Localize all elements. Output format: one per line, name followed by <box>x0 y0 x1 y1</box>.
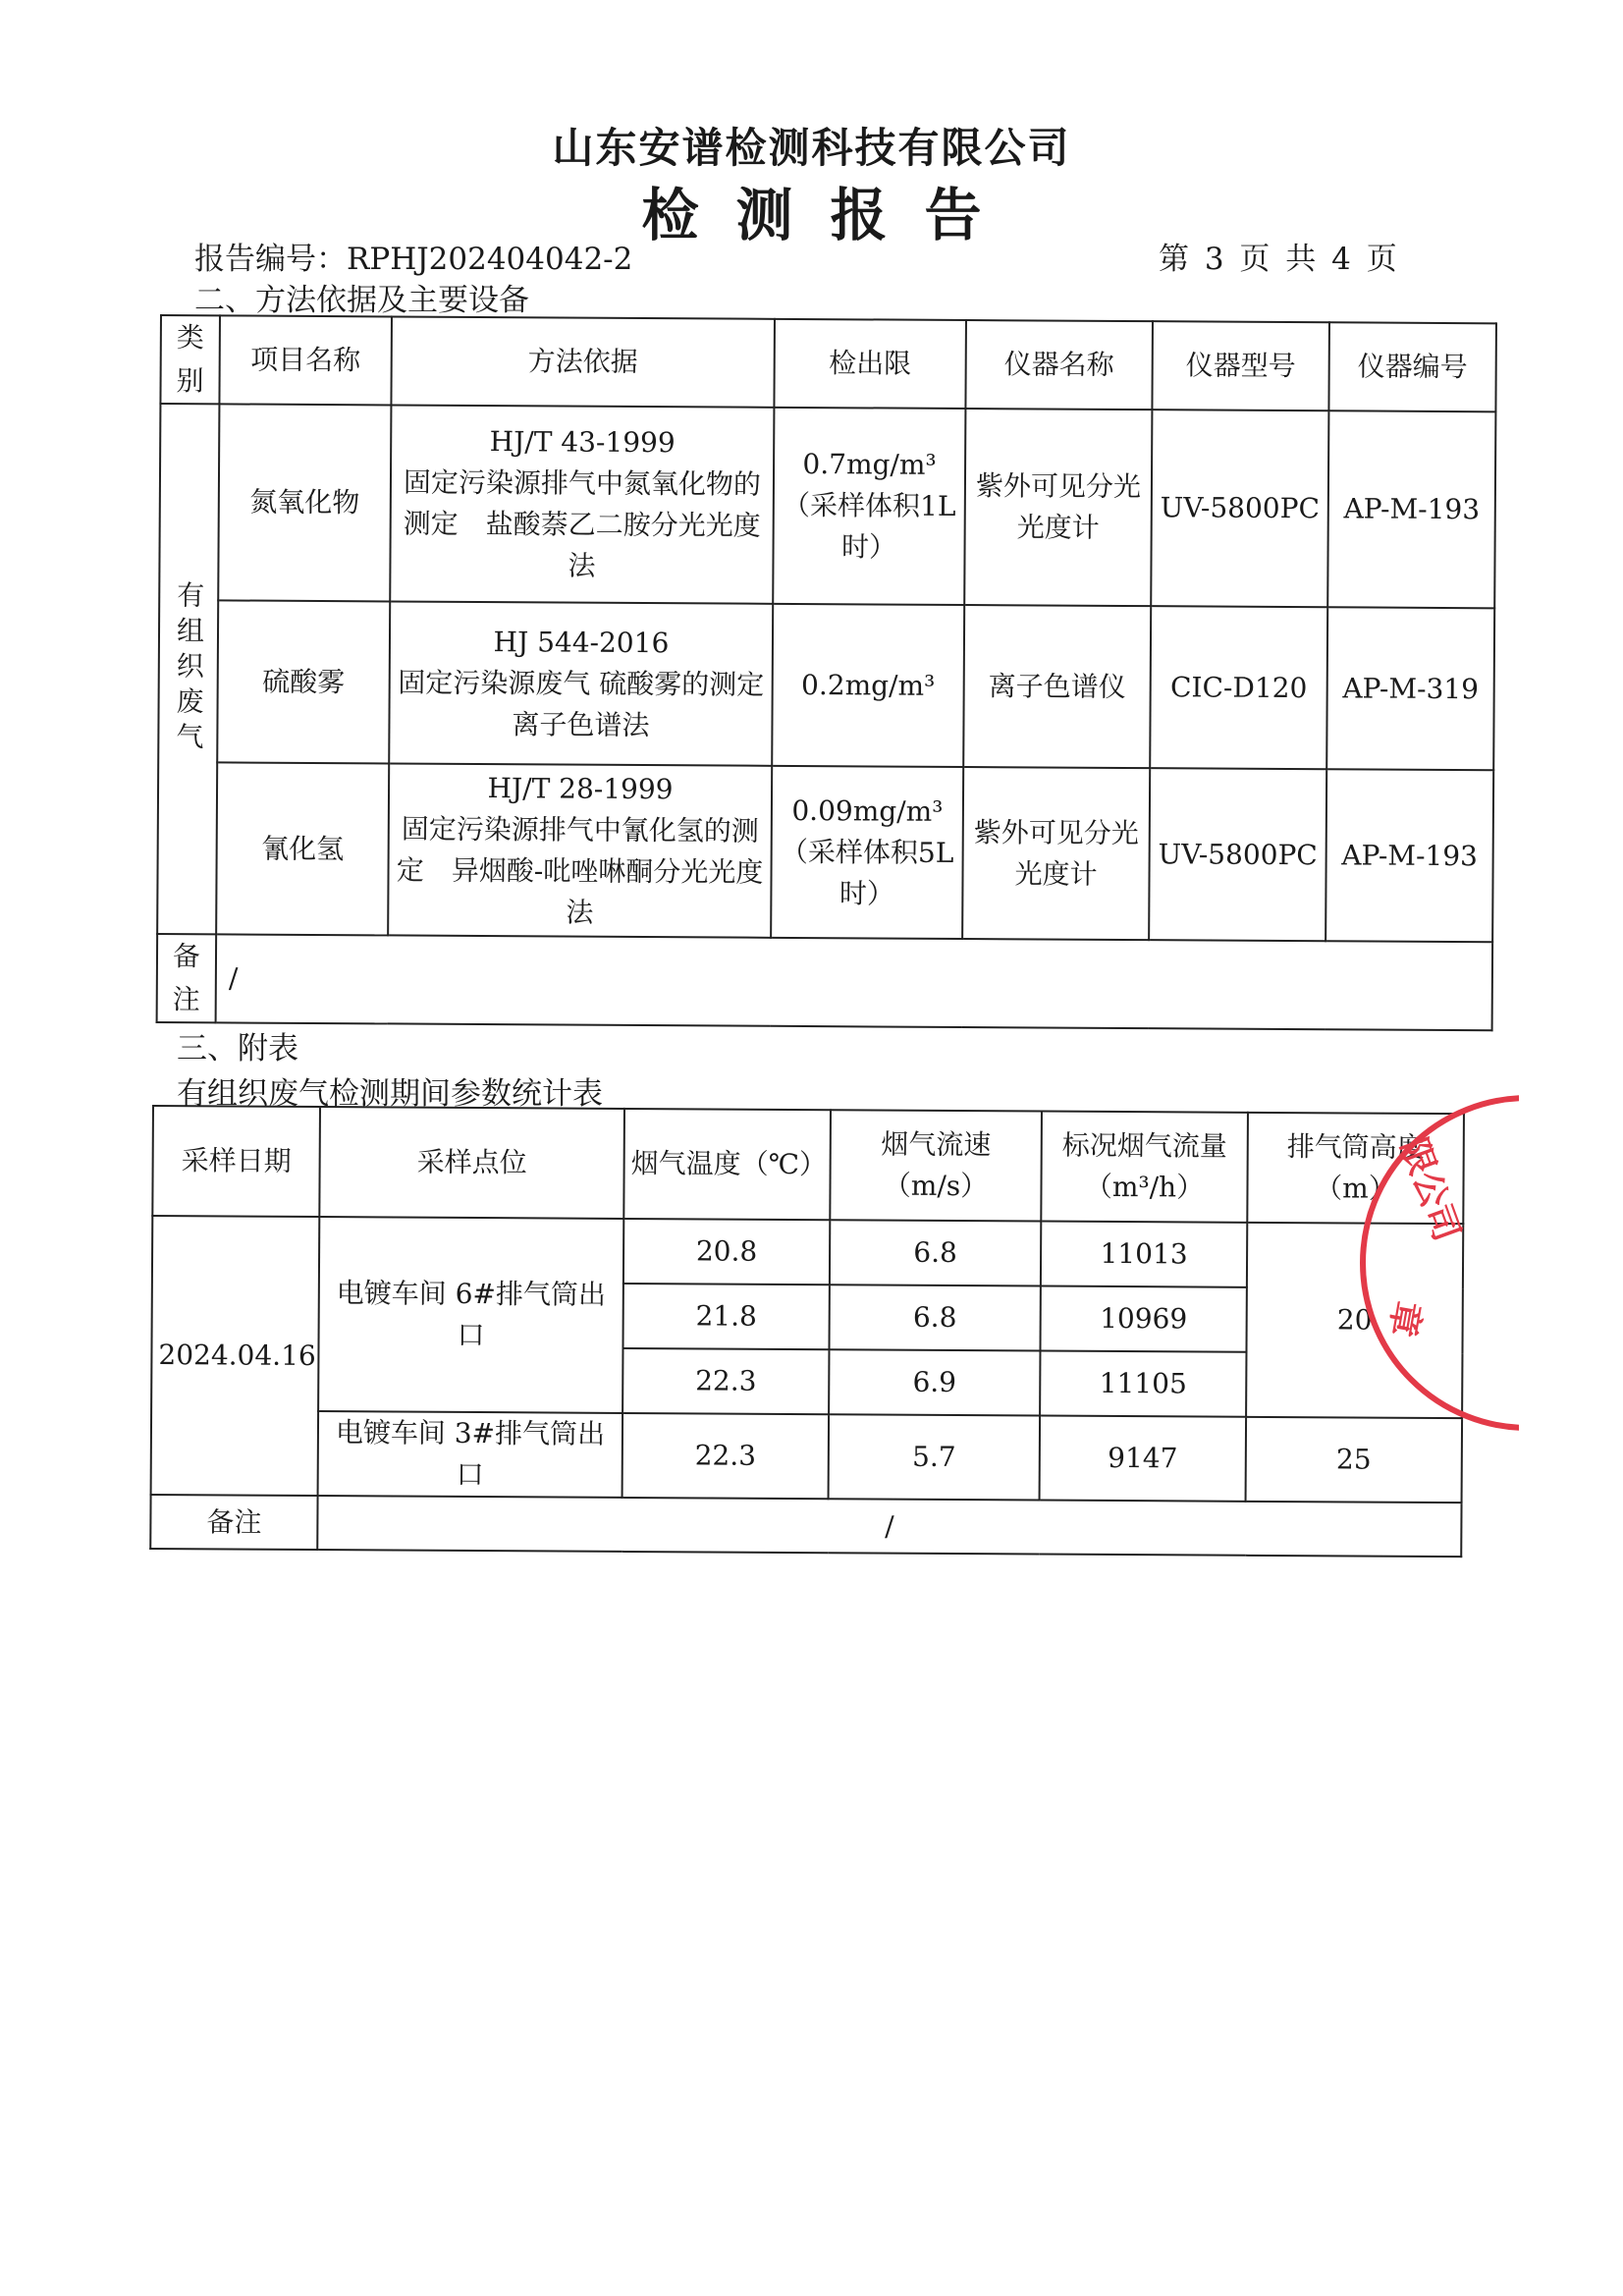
header-height: 排气筒高度（m） <box>1247 1113 1464 1224</box>
table-row <box>158 600 1494 770</box>
flow-cell: 10969 <box>1040 1286 1246 1352</box>
header-instrument: 仪器名称 <box>965 320 1153 410</box>
section-3-subtitle: 有组织废气检测期间参数统计表 <box>177 1076 603 1112</box>
temp-cell: 20.8 <box>623 1219 830 1285</box>
number-cell: AP-M-193 <box>1327 410 1495 608</box>
method-code: HJ/T 28-1999 <box>487 771 674 805</box>
number-cell: AP-M-319 <box>1326 607 1494 770</box>
stamp-text-seal: 章 <box>1380 1297 1429 1340</box>
stamp-text-company: 限公司 <box>1392 1132 1468 1247</box>
method-equipment-table <box>156 314 1497 1031</box>
method-desc: 固定污染源废气 硫酸雾的测定 离子色谱法 <box>398 665 765 741</box>
page-info: 第 3 页 共 4 页 <box>1159 242 1400 277</box>
point-cell: 电镀车间 3#排气筒出口 <box>318 1411 623 1498</box>
item-cell: 硫酸雾 <box>217 600 390 763</box>
date-cell: 2024.04.16 <box>151 1216 320 1496</box>
header-flow: 标况烟气流量（m³/h） <box>1041 1112 1248 1223</box>
remark-value: / <box>216 934 1493 1030</box>
number-cell: AP-M-193 <box>1325 769 1493 942</box>
header-speed: 烟气流速（m/s） <box>830 1110 1042 1221</box>
method-cell <box>389 601 773 765</box>
table-header-row <box>160 315 1496 411</box>
report-title: 检测报告 <box>641 182 1019 248</box>
item-cell: 氰化氢 <box>216 762 389 935</box>
temp-cell: 21.8 <box>622 1284 829 1349</box>
section-2-title: 二、方法依据及主要设备 <box>194 283 529 318</box>
temp-cell: 22.3 <box>622 1348 829 1414</box>
header-date: 采样日期 <box>152 1106 320 1217</box>
table-row <box>152 1216 1463 1288</box>
point-cell: 电镀车间 6#排气筒出口 <box>318 1217 623 1413</box>
model-cell: CIC-D120 <box>1150 606 1327 769</box>
flow-cell: 11105 <box>1040 1351 1246 1417</box>
instrument-cell: 紫外可见分光光度计 <box>962 767 1150 940</box>
method-desc: 固定污染源排气中氰化氢的测定 异烟酸-吡唑啉酮分光光度法 <box>396 812 764 929</box>
table-header-row <box>152 1106 1464 1224</box>
method-cell <box>388 763 772 937</box>
header-limit: 检出限 <box>774 319 966 409</box>
header-point: 采样点位 <box>319 1107 624 1219</box>
report-number: 报告编号：RPHJ202404042-2 <box>194 242 633 277</box>
header-item: 项目名称 <box>219 315 392 405</box>
model-cell: UV-5800PC <box>1151 410 1328 607</box>
remark-label: 备注 <box>150 1495 317 1550</box>
limit-cell: 0.7mg/m³（采样体积1L时） <box>773 408 965 605</box>
speed-cell: 5.7 <box>829 1414 1041 1500</box>
flow-cell: 9147 <box>1040 1416 1247 1502</box>
instrument-cell: 紫外可见分光光度计 <box>964 409 1152 606</box>
category-cell: 有组织废气 <box>157 404 219 934</box>
header-model: 仪器型号 <box>1152 321 1329 410</box>
table-row <box>157 762 1493 942</box>
header-method: 方法依据 <box>391 316 775 407</box>
method-cell <box>390 405 774 603</box>
speed-cell: 6.9 <box>829 1349 1040 1415</box>
limit-cell: 0.2mg/m³ <box>772 604 964 767</box>
method-desc: 固定污染源排气中氮氧化物的测定 盐酸萘乙二胺分光光度法 <box>403 465 762 582</box>
remark-value: / <box>317 1496 1461 1557</box>
flow-cell: 11013 <box>1041 1222 1247 1287</box>
company-name: 山东安谱检测科技有限公司 <box>552 124 1071 172</box>
instrument-cell: 离子色谱仪 <box>963 605 1151 768</box>
method-code: HJ/T 43-1999 <box>489 425 676 460</box>
remark-row <box>157 934 1493 1030</box>
temp-cell: 22.3 <box>622 1413 830 1499</box>
remark-row <box>150 1495 1461 1557</box>
header-number: 仪器编号 <box>1328 322 1496 411</box>
section-3-title: 三、附表 <box>177 1031 298 1066</box>
height-cell: 25 <box>1246 1417 1463 1503</box>
height-cell: 20 <box>1246 1223 1463 1418</box>
method-code: HJ 544-2016 <box>493 625 670 659</box>
table-row <box>159 404 1495 608</box>
limit-cell: 0.09mg/m³（采样体积5L时） <box>771 766 963 939</box>
remark-label: 备注 <box>157 934 217 1022</box>
item-cell: 氮氧化物 <box>218 404 391 601</box>
header-temp: 烟气温度（℃） <box>623 1109 831 1220</box>
speed-cell: 6.8 <box>829 1285 1040 1350</box>
speed-cell: 6.8 <box>830 1220 1041 1285</box>
table-row <box>151 1410 1463 1503</box>
model-cell: UV-5800PC <box>1149 768 1326 941</box>
header-category: 类别 <box>160 315 220 404</box>
parameter-statistics-table <box>149 1105 1465 1558</box>
